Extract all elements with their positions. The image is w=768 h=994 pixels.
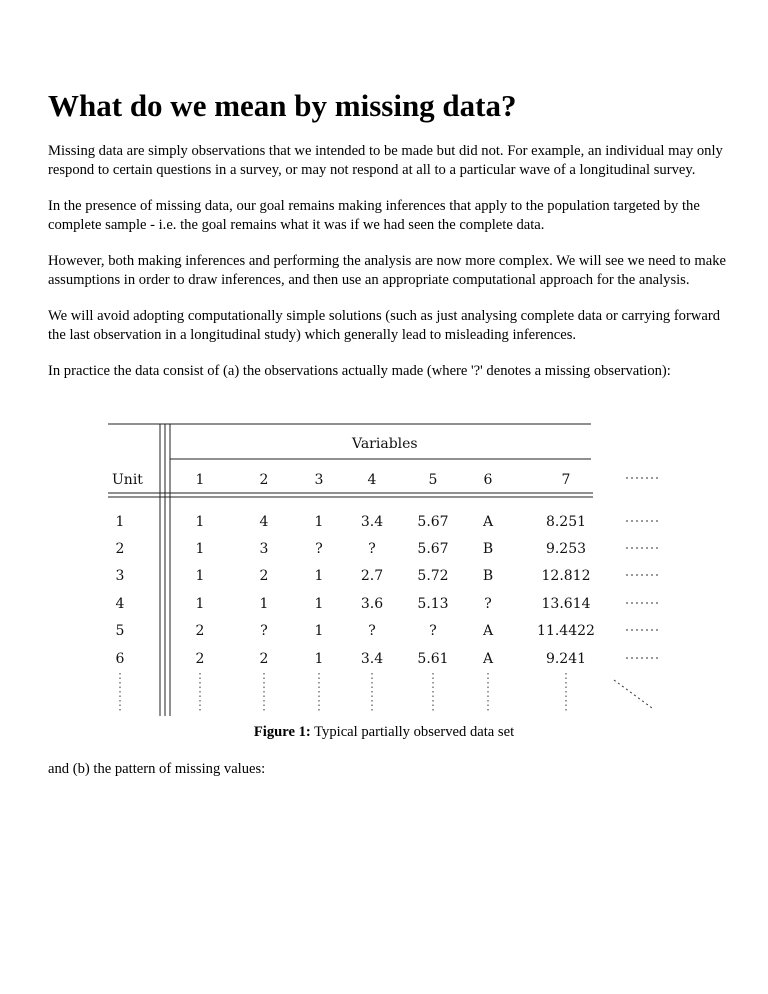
page-title: What do we mean by missing data?: [48, 88, 517, 123]
column-header-5: 5: [428, 472, 438, 488]
table-row: [116, 623, 595, 639]
table-cell: 5.61: [417, 651, 449, 667]
table-cell: 1: [314, 651, 324, 667]
column-header-6: 6: [483, 472, 493, 488]
caption-label: Figure 1:: [253, 724, 311, 740]
table-cell: 2: [259, 651, 269, 667]
unit-cell: 3: [115, 568, 125, 584]
table-cell: 3.4: [360, 514, 384, 530]
table-cell: 3: [259, 541, 269, 557]
table-cell: 4: [259, 514, 269, 530]
table-cell: 5.13: [417, 596, 449, 612]
column-header-7: 7: [561, 472, 571, 488]
table-cell: A: [482, 514, 494, 530]
table-cell: ?: [484, 596, 492, 612]
table-rows: [116, 514, 595, 667]
table-cell: 2: [195, 651, 205, 667]
table-cell: A: [482, 651, 494, 667]
paragraph-complexity: However, both making inferences and performing the analysis are now more complex. We will see we need to make assumptions in order to draw inferences, and then use an appropriate computational approach for the analysis.: [48, 253, 726, 288]
table-cell: 1: [195, 596, 205, 612]
table-cell: 5.67: [417, 514, 449, 530]
column-header-2: 2: [259, 472, 269, 488]
table-cell: 13.614: [541, 596, 591, 612]
table-cell: 2: [195, 623, 205, 639]
column-header-1: 1: [195, 472, 205, 488]
paragraph-definition: Missing data are simply observations that we intended to be made but did not. For example, an individual may only respond to certain questions in a survey, or may not respond at all to a particular wave of a longitudinal survey.: [48, 143, 723, 178]
table-cell: 9.241: [545, 651, 587, 667]
table-cell: 1: [314, 596, 324, 612]
table-cell: 3.4: [360, 651, 384, 667]
table-cell: 1: [195, 541, 205, 557]
column-headers: [196, 472, 571, 488]
unit-cell: 6: [115, 651, 125, 667]
table-cell: B: [482, 568, 494, 584]
paragraph-avoid: We will avoid adopting computationally simple solutions (such as just analysing complete data or carrying forward the last observation in a longitudinal study) which generally lead to misleading inferences.: [48, 308, 721, 343]
table-cell: 2.7: [360, 568, 384, 584]
data-table-figure: [108, 418, 668, 718]
table-cell: ?: [315, 541, 323, 557]
table-cell: 1: [314, 623, 324, 639]
table-cell: 8.251: [545, 514, 587, 530]
table-cell: 1: [259, 596, 269, 612]
unit-cell: 2: [115, 541, 125, 557]
unit-cell: 5: [115, 623, 125, 639]
table-cell: ?: [368, 623, 376, 639]
table-cell: A: [482, 623, 494, 639]
paragraph-goal: In the presence of missing data, our goal remains making inferences that apply to the population targeted by the complete sample - i.e. the goal remains what it was if we had seen the complete data.: [48, 198, 700, 233]
table-row: [116, 541, 587, 557]
unit-cell: 1: [115, 514, 125, 530]
table-cell: ?: [429, 623, 437, 639]
table-cell: 1: [195, 514, 205, 530]
paragraph-pattern: and (b) the pattern of missing values:: [48, 761, 266, 777]
table-cell: 2: [259, 568, 269, 584]
table-cell: ?: [368, 541, 376, 557]
unit-cell: 4: [115, 596, 125, 612]
table-cell: 3.6: [360, 596, 384, 612]
table-row: [116, 568, 591, 584]
caption-text: Typical partially observed data set: [310, 724, 515, 740]
table-row: [116, 651, 587, 667]
variables-header: Variables: [352, 436, 418, 452]
table-cell: 1: [314, 568, 324, 584]
table-cell: 9.253: [545, 541, 587, 557]
table-cell: 12.812: [541, 568, 591, 584]
data-table: [108, 418, 668, 718]
table-row: [116, 596, 591, 612]
table-cell: 1: [195, 568, 205, 584]
table-cell: B: [482, 541, 494, 557]
table-cell: ?: [260, 623, 268, 639]
figure-caption: [0, 723, 768, 741]
table-cell: 5.67: [417, 541, 449, 557]
table-row: [116, 514, 587, 530]
unit-header: Unit: [112, 472, 143, 488]
column-header-4: 4: [367, 472, 377, 488]
paragraph-practice: In practice the data consist of (a) the observations actually made (where '?' denotes a missing observation):: [48, 363, 671, 379]
column-header-3: 3: [314, 472, 324, 488]
table-cell: 1: [314, 514, 324, 530]
table-cell: 5.72: [417, 568, 449, 584]
diagonal-continuation-dots: [614, 680, 652, 708]
table-cell: 11.4422: [537, 623, 595, 639]
document-body: [48, 88, 728, 381]
